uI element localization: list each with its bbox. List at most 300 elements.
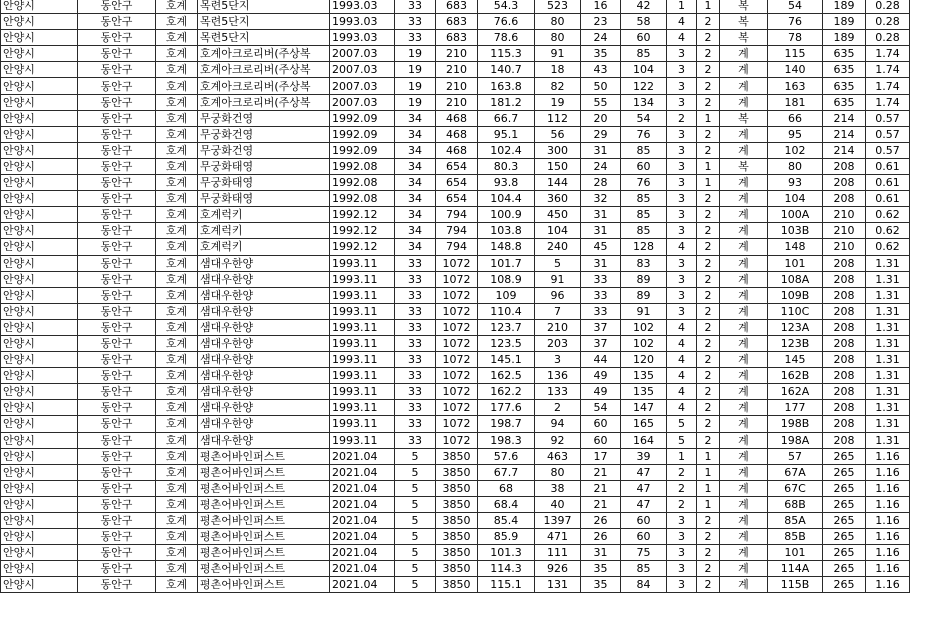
cell-rooms[interactable]: 1 — [667, 448, 697, 464]
cell-exclusive-area[interactable]: 147 — [621, 400, 667, 416]
cell-rooms[interactable]: 5 — [667, 432, 697, 448]
cell-complex-name[interactable]: 무궁화태영 — [198, 175, 330, 191]
cell-rooms[interactable]: 3 — [667, 561, 697, 577]
cell-built-date[interactable]: 1993.03 — [330, 14, 395, 30]
cell-age[interactable]: 33 — [395, 30, 436, 46]
cell-ratio[interactable]: 0.28 — [866, 30, 910, 46]
cell-households[interactable]: 210 — [436, 78, 478, 94]
cell-pyeong[interactable]: 31 — [581, 223, 621, 239]
cell-parking[interactable]: 265 — [823, 513, 866, 529]
cell-unit-count[interactable]: 1397 — [535, 513, 581, 529]
cell-unit-count[interactable]: 7 — [535, 303, 581, 319]
cell-baths[interactable]: 1 — [697, 448, 720, 464]
cell-pyeong[interactable]: 45 — [581, 239, 621, 255]
cell-structure[interactable]: 계 — [720, 287, 768, 303]
cell-complex-name[interactable]: 평촌어바인퍼스트 — [198, 529, 330, 545]
cell-structure[interactable]: 계 — [720, 255, 768, 271]
cell-pyeong[interactable]: 20 — [581, 110, 621, 126]
cell-structure[interactable]: 계 — [720, 496, 768, 512]
cell-age[interactable]: 5 — [395, 496, 436, 512]
cell-baths[interactable]: 2 — [697, 577, 720, 593]
cell-city[interactable]: 안양시 — [1, 191, 78, 207]
cell-city[interactable]: 안양시 — [1, 561, 78, 577]
cell-ratio[interactable]: 1.31 — [866, 255, 910, 271]
cell-parking[interactable]: 265 — [823, 480, 866, 496]
cell-area[interactable]: 198.7 — [478, 416, 535, 432]
cell-rooms[interactable]: 3 — [667, 529, 697, 545]
cell-district[interactable]: 동안구 — [78, 271, 156, 287]
cell-baths[interactable]: 2 — [697, 62, 720, 78]
cell-ratio[interactable]: 1.16 — [866, 464, 910, 480]
cell-exclusive-area[interactable]: 60 — [621, 158, 667, 174]
cell-district[interactable]: 동안구 — [78, 30, 156, 46]
cell-age[interactable]: 34 — [395, 191, 436, 207]
cell-complex-name[interactable]: 평촌어바인퍼스트 — [198, 545, 330, 561]
cell-area[interactable]: 101.3 — [478, 545, 535, 561]
cell-structure[interactable]: 계 — [720, 271, 768, 287]
cell-exclusive-area[interactable]: 85 — [621, 223, 667, 239]
cell-complex-name[interactable]: 샘대우한양 — [198, 271, 330, 287]
table-row[interactable] — [1, 191, 910, 207]
cell-households[interactable]: 210 — [436, 94, 478, 110]
cell-built-date[interactable]: 1993.11 — [330, 368, 395, 384]
cell-district[interactable]: 동안구 — [78, 319, 156, 335]
cell-pyeong[interactable]: 31 — [581, 207, 621, 223]
cell-rooms[interactable]: 3 — [667, 46, 697, 62]
cell-built-date[interactable]: 2021.04 — [330, 529, 395, 545]
cell-pyeong[interactable]: 26 — [581, 513, 621, 529]
cell-unit-count[interactable]: 19 — [535, 94, 581, 110]
cell-dong[interactable]: 호계 — [156, 191, 198, 207]
cell-exclusive-area[interactable]: 120 — [621, 352, 667, 368]
table-row[interactable] — [1, 432, 910, 448]
cell-built-date[interactable]: 2021.04 — [330, 464, 395, 480]
cell-built-date[interactable]: 1993.11 — [330, 319, 395, 335]
cell-ratio[interactable]: 1.16 — [866, 448, 910, 464]
cell-area[interactable]: 101.7 — [478, 255, 535, 271]
cell-district[interactable]: 동안구 — [78, 352, 156, 368]
cell-complex-name[interactable]: 샘대우한양 — [198, 303, 330, 319]
cell-structure[interactable]: 계 — [720, 207, 768, 223]
cell-parking[interactable]: 265 — [823, 561, 866, 577]
cell-complex-name[interactable]: 목련5단지 — [198, 30, 330, 46]
cell-pyeong[interactable]: 31 — [581, 545, 621, 561]
cell-structure[interactable]: 계 — [720, 239, 768, 255]
cell-rooms[interactable]: 2 — [667, 110, 697, 126]
cell-ratio[interactable]: 1.16 — [866, 480, 910, 496]
cell-district[interactable]: 동안구 — [78, 94, 156, 110]
cell-ratio[interactable]: 1.74 — [866, 62, 910, 78]
cell-households[interactable]: 683 — [436, 0, 478, 14]
cell-parking[interactable]: 265 — [823, 448, 866, 464]
cell-ratio[interactable]: 0.61 — [866, 175, 910, 191]
cell-unit-count[interactable]: 56 — [535, 126, 581, 142]
cell-dong[interactable]: 호계 — [156, 319, 198, 335]
cell-ratio[interactable]: 1.31 — [866, 287, 910, 303]
cell-rooms[interactable]: 5 — [667, 416, 697, 432]
table-row[interactable] — [1, 464, 910, 480]
cell-city[interactable]: 안양시 — [1, 513, 78, 529]
cell-structure[interactable]: 계 — [720, 529, 768, 545]
cell-rooms[interactable]: 1 — [667, 0, 697, 14]
cell-pyeong[interactable]: 55 — [581, 94, 621, 110]
cell-baths[interactable]: 2 — [697, 529, 720, 545]
cell-district[interactable]: 동안구 — [78, 368, 156, 384]
cell-built-date[interactable]: 2007.03 — [330, 62, 395, 78]
cell-exclusive-area[interactable]: 58 — [621, 14, 667, 30]
cell-built-date[interactable]: 1993.11 — [330, 255, 395, 271]
cell-dong[interactable]: 호계 — [156, 158, 198, 174]
cell-structure[interactable]: 계 — [720, 303, 768, 319]
cell-parking[interactable]: 208 — [823, 319, 866, 335]
cell-complex-name[interactable]: 호계럭키 — [198, 223, 330, 239]
cell-pyeong[interactable]: 37 — [581, 335, 621, 351]
cell-type[interactable]: 101 — [768, 255, 823, 271]
cell-rooms[interactable]: 3 — [667, 175, 697, 191]
cell-district[interactable]: 동안구 — [78, 126, 156, 142]
cell-district[interactable]: 동안구 — [78, 142, 156, 158]
cell-unit-count[interactable]: 94 — [535, 416, 581, 432]
cell-parking[interactable]: 214 — [823, 142, 866, 158]
cell-built-date[interactable]: 1992.09 — [330, 110, 395, 126]
cell-ratio[interactable]: 1.16 — [866, 561, 910, 577]
cell-exclusive-area[interactable]: 104 — [621, 62, 667, 78]
cell-area[interactable]: 78.6 — [478, 30, 535, 46]
cell-district[interactable]: 동안구 — [78, 384, 156, 400]
cell-area[interactable]: 100.9 — [478, 207, 535, 223]
cell-city[interactable]: 안양시 — [1, 78, 78, 94]
cell-households[interactable]: 1072 — [436, 384, 478, 400]
cell-baths[interactable]: 2 — [697, 384, 720, 400]
cell-unit-count[interactable]: 38 — [535, 480, 581, 496]
cell-parking[interactable]: 635 — [823, 46, 866, 62]
cell-unit-count[interactable]: 18 — [535, 62, 581, 78]
cell-district[interactable]: 동안구 — [78, 191, 156, 207]
cell-households[interactable]: 468 — [436, 126, 478, 142]
cell-age[interactable]: 33 — [395, 335, 436, 351]
cell-built-date[interactable]: 1993.03 — [330, 30, 395, 46]
cell-unit-count[interactable]: 80 — [535, 14, 581, 30]
cell-built-date[interactable]: 1992.08 — [330, 175, 395, 191]
cell-parking[interactable]: 265 — [823, 464, 866, 480]
cell-ratio[interactable]: 1.31 — [866, 432, 910, 448]
cell-ratio[interactable]: 1.31 — [866, 335, 910, 351]
cell-dong[interactable]: 호계 — [156, 529, 198, 545]
cell-ratio[interactable]: 1.74 — [866, 78, 910, 94]
table-row[interactable] — [1, 30, 910, 46]
cell-households[interactable]: 1072 — [436, 255, 478, 271]
table-row[interactable] — [1, 0, 910, 14]
cell-type[interactable]: 57 — [768, 448, 823, 464]
cell-area[interactable]: 67.7 — [478, 464, 535, 480]
cell-type[interactable]: 114A — [768, 561, 823, 577]
cell-households[interactable]: 3850 — [436, 513, 478, 529]
cell-ratio[interactable]: 0.28 — [866, 0, 910, 14]
cell-type[interactable]: 103B — [768, 223, 823, 239]
cell-city[interactable]: 안양시 — [1, 30, 78, 46]
cell-households[interactable]: 654 — [436, 158, 478, 174]
cell-structure[interactable]: 계 — [720, 319, 768, 335]
cell-pyeong[interactable]: 21 — [581, 480, 621, 496]
cell-city[interactable]: 안양시 — [1, 352, 78, 368]
cell-age[interactable]: 19 — [395, 62, 436, 78]
cell-structure[interactable]: 계 — [720, 191, 768, 207]
cell-baths[interactable]: 2 — [697, 94, 720, 110]
cell-district[interactable]: 동안구 — [78, 480, 156, 496]
cell-dong[interactable]: 호계 — [156, 175, 198, 191]
cell-city[interactable]: 안양시 — [1, 126, 78, 142]
cell-built-date[interactable]: 2021.04 — [330, 545, 395, 561]
cell-complex-name[interactable]: 호계아크로리버(주상복 — [198, 78, 330, 94]
cell-age[interactable]: 33 — [395, 416, 436, 432]
cell-unit-count[interactable]: 92 — [535, 432, 581, 448]
cell-pyeong[interactable]: 33 — [581, 303, 621, 319]
cell-age[interactable]: 5 — [395, 577, 436, 593]
cell-type[interactable]: 140 — [768, 62, 823, 78]
cell-age[interactable]: 33 — [395, 432, 436, 448]
cell-type[interactable]: 145 — [768, 352, 823, 368]
cell-parking[interactable]: 208 — [823, 255, 866, 271]
cell-baths[interactable]: 2 — [697, 126, 720, 142]
cell-pyeong[interactable]: 54 — [581, 400, 621, 416]
cell-built-date[interactable]: 1992.09 — [330, 126, 395, 142]
table-row[interactable] — [1, 303, 910, 319]
table-row[interactable] — [1, 175, 910, 191]
cell-age[interactable]: 19 — [395, 46, 436, 62]
table-row[interactable] — [1, 94, 910, 110]
table-row[interactable] — [1, 529, 910, 545]
table-row[interactable] — [1, 368, 910, 384]
cell-type[interactable]: 54 — [768, 0, 823, 14]
cell-baths[interactable]: 2 — [697, 78, 720, 94]
cell-parking[interactable]: 208 — [823, 287, 866, 303]
cell-area[interactable]: 123.7 — [478, 319, 535, 335]
cell-complex-name[interactable]: 샘대우한양 — [198, 368, 330, 384]
cell-structure[interactable]: 계 — [720, 142, 768, 158]
cell-pyeong[interactable]: 17 — [581, 448, 621, 464]
cell-city[interactable]: 안양시 — [1, 110, 78, 126]
table-row[interactable] — [1, 46, 910, 62]
cell-baths[interactable]: 2 — [697, 239, 720, 255]
cell-baths[interactable]: 2 — [697, 14, 720, 30]
cell-age[interactable]: 34 — [395, 175, 436, 191]
cell-dong[interactable]: 호계 — [156, 464, 198, 480]
cell-age[interactable]: 34 — [395, 158, 436, 174]
cell-type[interactable]: 102 — [768, 142, 823, 158]
cell-pyeong[interactable]: 60 — [581, 432, 621, 448]
cell-baths[interactable]: 2 — [697, 271, 720, 287]
cell-households[interactable]: 654 — [436, 175, 478, 191]
cell-pyeong[interactable]: 31 — [581, 142, 621, 158]
cell-city[interactable]: 안양시 — [1, 464, 78, 480]
cell-pyeong[interactable]: 21 — [581, 496, 621, 512]
cell-dong[interactable]: 호계 — [156, 577, 198, 593]
cell-ratio[interactable]: 1.31 — [866, 271, 910, 287]
table-row[interactable] — [1, 480, 910, 496]
cell-unit-count[interactable]: 450 — [535, 207, 581, 223]
cell-built-date[interactable]: 1993.11 — [330, 271, 395, 287]
cell-built-date[interactable]: 1993.11 — [330, 384, 395, 400]
cell-households[interactable]: 3850 — [436, 577, 478, 593]
cell-exclusive-area[interactable]: 85 — [621, 191, 667, 207]
cell-parking[interactable]: 210 — [823, 207, 866, 223]
cell-built-date[interactable]: 1993.11 — [330, 335, 395, 351]
cell-complex-name[interactable]: 평촌어바인퍼스트 — [198, 480, 330, 496]
cell-age[interactable]: 34 — [395, 223, 436, 239]
cell-district[interactable]: 동안구 — [78, 46, 156, 62]
cell-complex-name[interactable]: 샘대우한양 — [198, 287, 330, 303]
cell-structure[interactable]: 복 — [720, 158, 768, 174]
cell-pyeong[interactable]: 24 — [581, 158, 621, 174]
cell-pyeong[interactable]: 26 — [581, 529, 621, 545]
cell-parking[interactable]: 189 — [823, 14, 866, 30]
cell-baths[interactable]: 2 — [697, 352, 720, 368]
cell-pyeong[interactable]: 60 — [581, 416, 621, 432]
cell-complex-name[interactable]: 무궁화건영 — [198, 142, 330, 158]
cell-pyeong[interactable]: 35 — [581, 46, 621, 62]
cell-city[interactable]: 안양시 — [1, 62, 78, 78]
cell-ratio[interactable]: 1.16 — [866, 545, 910, 561]
cell-baths[interactable]: 2 — [697, 545, 720, 561]
cell-area[interactable]: 54.3 — [478, 0, 535, 14]
cell-area[interactable]: 140.7 — [478, 62, 535, 78]
cell-type[interactable]: 198A — [768, 432, 823, 448]
cell-pyeong[interactable]: 23 — [581, 14, 621, 30]
cell-area[interactable]: 108.9 — [478, 271, 535, 287]
cell-dong[interactable]: 호계 — [156, 384, 198, 400]
cell-type[interactable]: 85B — [768, 529, 823, 545]
cell-rooms[interactable]: 3 — [667, 577, 697, 593]
cell-baths[interactable]: 2 — [697, 400, 720, 416]
cell-exclusive-area[interactable]: 135 — [621, 384, 667, 400]
cell-type[interactable]: 78 — [768, 30, 823, 46]
cell-area[interactable]: 103.8 — [478, 223, 535, 239]
cell-parking[interactable]: 635 — [823, 62, 866, 78]
cell-age[interactable]: 5 — [395, 561, 436, 577]
cell-complex-name[interactable]: 샘대우한양 — [198, 352, 330, 368]
cell-rooms[interactable]: 4 — [667, 352, 697, 368]
cell-baths[interactable]: 2 — [697, 416, 720, 432]
cell-pyeong[interactable]: 43 — [581, 62, 621, 78]
cell-complex-name[interactable]: 샘대우한양 — [198, 432, 330, 448]
cell-unit-count[interactable]: 111 — [535, 545, 581, 561]
cell-unit-count[interactable]: 203 — [535, 335, 581, 351]
cell-structure[interactable]: 계 — [720, 94, 768, 110]
cell-district[interactable]: 동안구 — [78, 335, 156, 351]
cell-households[interactable]: 1072 — [436, 335, 478, 351]
cell-ratio[interactable]: 1.31 — [866, 319, 910, 335]
cell-ratio[interactable]: 1.16 — [866, 496, 910, 512]
cell-complex-name[interactable]: 호계아크로리버(주상복 — [198, 94, 330, 110]
cell-structure[interactable]: 계 — [720, 432, 768, 448]
cell-district[interactable]: 동안구 — [78, 545, 156, 561]
cell-structure[interactable]: 계 — [720, 78, 768, 94]
cell-baths[interactable]: 2 — [697, 191, 720, 207]
cell-type[interactable]: 181 — [768, 94, 823, 110]
cell-exclusive-area[interactable]: 60 — [621, 30, 667, 46]
table-row[interactable] — [1, 513, 910, 529]
cell-city[interactable]: 안양시 — [1, 384, 78, 400]
cell-city[interactable]: 안양시 — [1, 480, 78, 496]
cell-rooms[interactable]: 3 — [667, 94, 697, 110]
cell-parking[interactable]: 265 — [823, 577, 866, 593]
cell-dong[interactable]: 호계 — [156, 496, 198, 512]
cell-ratio[interactable]: 1.31 — [866, 416, 910, 432]
cell-structure[interactable]: 계 — [720, 464, 768, 480]
cell-pyeong[interactable]: 44 — [581, 352, 621, 368]
cell-complex-name[interactable]: 평촌어바인퍼스트 — [198, 448, 330, 464]
cell-area[interactable]: 123.5 — [478, 335, 535, 351]
cell-city[interactable]: 안양시 — [1, 94, 78, 110]
cell-exclusive-area[interactable]: 83 — [621, 255, 667, 271]
cell-parking[interactable]: 210 — [823, 223, 866, 239]
cell-exclusive-area[interactable]: 84 — [621, 577, 667, 593]
cell-households[interactable]: 3850 — [436, 496, 478, 512]
cell-dong[interactable]: 호계 — [156, 545, 198, 561]
cell-built-date[interactable]: 2021.04 — [330, 496, 395, 512]
cell-dong[interactable]: 호계 — [156, 223, 198, 239]
cell-exclusive-area[interactable]: 54 — [621, 110, 667, 126]
cell-structure[interactable]: 계 — [720, 223, 768, 239]
cell-households[interactable]: 683 — [436, 30, 478, 46]
cell-baths[interactable]: 1 — [697, 110, 720, 126]
cell-city[interactable]: 안양시 — [1, 239, 78, 255]
cell-rooms[interactable]: 2 — [667, 496, 697, 512]
cell-ratio[interactable]: 1.31 — [866, 400, 910, 416]
cell-dong[interactable]: 호계 — [156, 255, 198, 271]
cell-unit-count[interactable]: 131 — [535, 577, 581, 593]
cell-age[interactable]: 33 — [395, 368, 436, 384]
cell-ratio[interactable]: 0.62 — [866, 207, 910, 223]
cell-built-date[interactable]: 2021.04 — [330, 513, 395, 529]
cell-ratio[interactable]: 1.31 — [866, 384, 910, 400]
cell-built-date[interactable]: 2007.03 — [330, 78, 395, 94]
cell-complex-name[interactable]: 샘대우한양 — [198, 255, 330, 271]
cell-complex-name[interactable]: 평촌어바인퍼스트 — [198, 577, 330, 593]
cell-ratio[interactable]: 0.57 — [866, 126, 910, 142]
table-row[interactable] — [1, 78, 910, 94]
cell-city[interactable]: 안양시 — [1, 319, 78, 335]
cell-pyeong[interactable]: 24 — [581, 30, 621, 46]
cell-built-date[interactable]: 1993.11 — [330, 287, 395, 303]
cell-unit-count[interactable]: 40 — [535, 496, 581, 512]
cell-type[interactable]: 148 — [768, 239, 823, 255]
cell-structure[interactable]: 복 — [720, 0, 768, 14]
cell-exclusive-area[interactable]: 85 — [621, 46, 667, 62]
cell-city[interactable]: 안양시 — [1, 577, 78, 593]
cell-baths[interactable]: 2 — [697, 287, 720, 303]
cell-ratio[interactable]: 1.74 — [866, 46, 910, 62]
cell-households[interactable]: 3850 — [436, 448, 478, 464]
cell-dong[interactable]: 호계 — [156, 400, 198, 416]
cell-structure[interactable]: 계 — [720, 126, 768, 142]
cell-city[interactable]: 안양시 — [1, 46, 78, 62]
cell-baths[interactable]: 2 — [697, 368, 720, 384]
cell-households[interactable]: 794 — [436, 239, 478, 255]
cell-households[interactable]: 1072 — [436, 352, 478, 368]
cell-dong[interactable]: 호계 — [156, 561, 198, 577]
cell-dong[interactable]: 호계 — [156, 207, 198, 223]
cell-unit-count[interactable]: 144 — [535, 175, 581, 191]
cell-structure[interactable]: 계 — [720, 352, 768, 368]
cell-baths[interactable]: 1 — [697, 175, 720, 191]
cell-rooms[interactable]: 3 — [667, 142, 697, 158]
cell-age[interactable]: 5 — [395, 464, 436, 480]
cell-age[interactable]: 33 — [395, 303, 436, 319]
cell-pyeong[interactable]: 33 — [581, 287, 621, 303]
cell-age[interactable]: 5 — [395, 529, 436, 545]
cell-type[interactable]: 104 — [768, 191, 823, 207]
